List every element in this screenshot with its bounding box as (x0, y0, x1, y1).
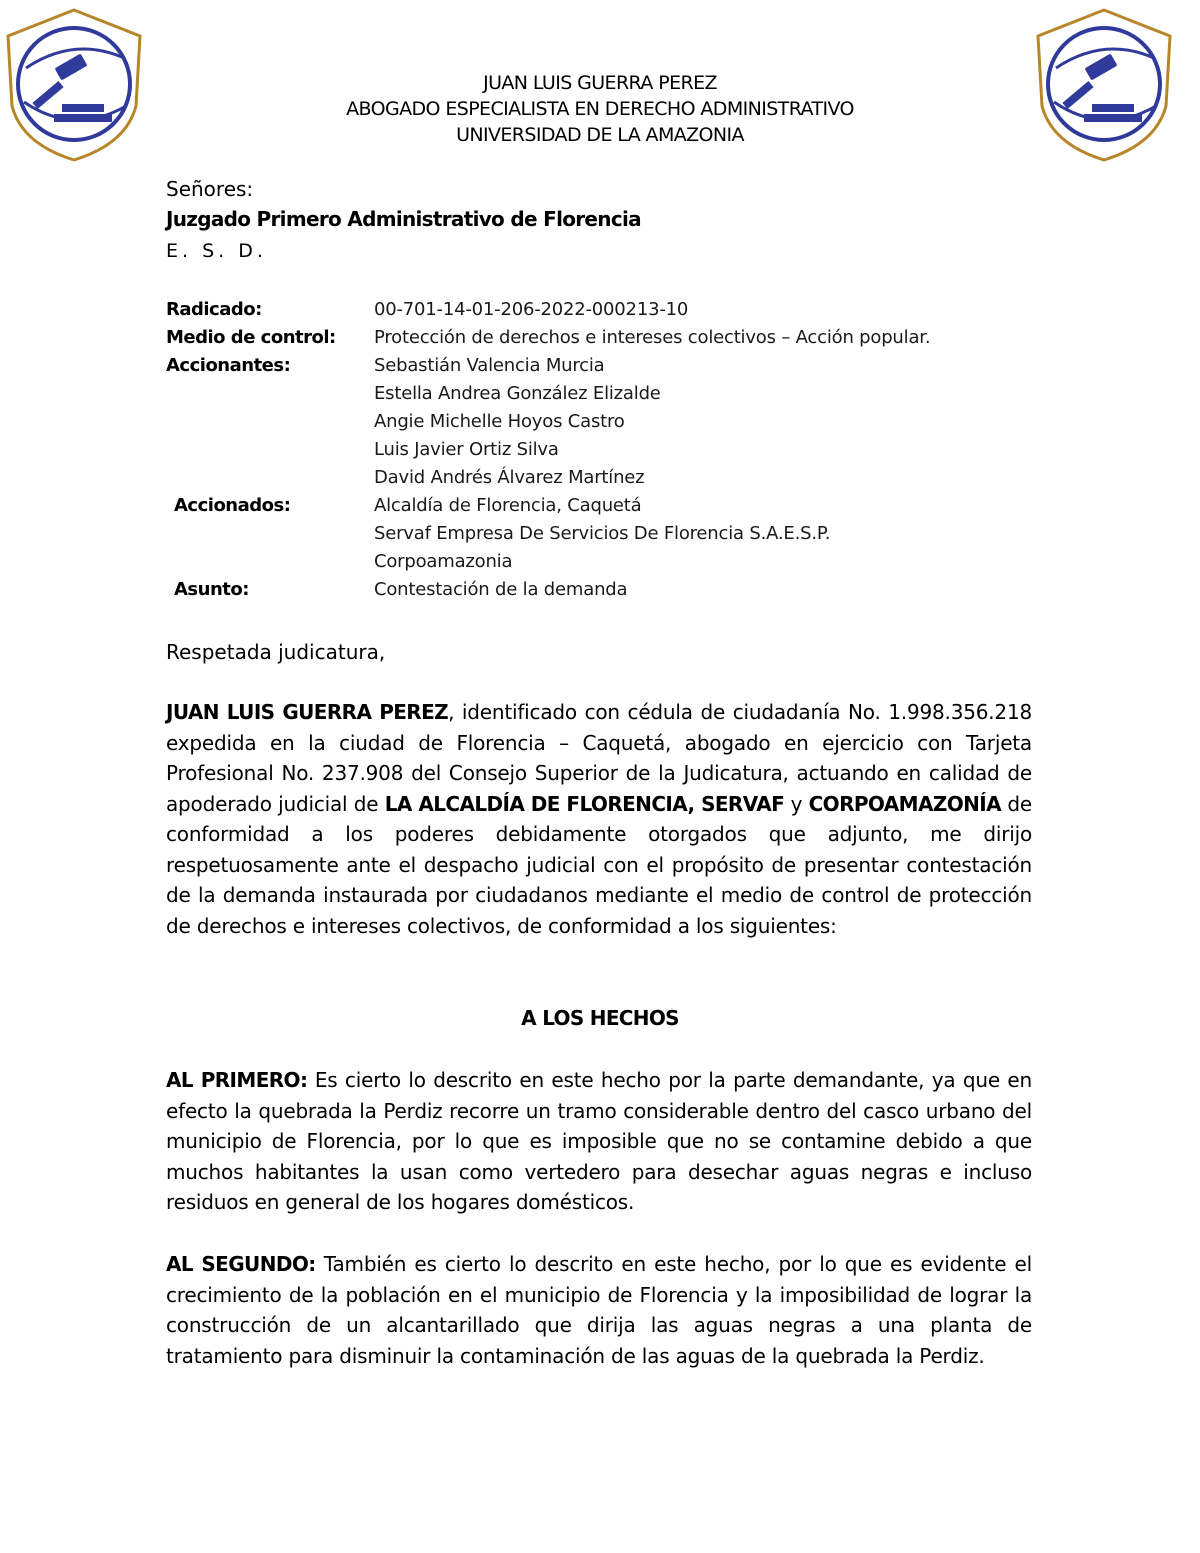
accionantes-label: Accionantes: (166, 355, 291, 376)
asunto-label: Asunto: (174, 579, 249, 600)
accionante-item: Estella Andrea González Elizalde (374, 383, 661, 404)
lawyer-name: JUAN LUIS GUERRA PEREZ (166, 700, 449, 724)
letterhead-name: JUAN LUIS GUERRA PEREZ (483, 72, 717, 94)
salutation: Señores: (166, 177, 254, 201)
intro-conjunction: y (784, 791, 809, 816)
fact-text: Es cierto lo descrito en este hecho por la parte demandante, ya que en efecto la quebrada la Perdiz recorre un tramo considerable dentro del casco urbano del municipio de Florencia, por lo que es imposible que no se contamine debido a que muchos habitantes la usan como vertedero para desechar aguas negras e incluso residuos en general de los hogares domésticos. (166, 1068, 1032, 1214)
accionante-item: Angie Michelle Hoyos Castro (374, 411, 625, 432)
intro-text-1: , identificado con cédula de ciudadanía No. 1.998.356.218 expedida en la ciudad de Florencia – Caquetá, abogado en ejercicio con Tarjeta Profesional No. 237.908 del Consejo Superior de la Judicatura, actuando en calidad de apoderado judicial de (166, 700, 1032, 816)
entity-corpoamazonia: CORPOAMAZONÍA (808, 791, 1002, 816)
entity-alcaldia-servaf: LA ALCALDÍA DE FLORENCIA, SERVAF (384, 791, 785, 816)
accionado-item: Corpoamazonia (374, 551, 513, 572)
medio-value: Protección de derechos e intereses colectivos – Acción popular. (374, 327, 931, 348)
letterhead-title: ABOGADO ESPECIALISTA EN DERECHO ADMINISTRATIVO (346, 98, 854, 120)
accionante-item: Sebastián Valencia Murcia (374, 355, 605, 376)
accionado-item: Servaf Empresa De Servicios De Florencia S.A.E.S.P. (374, 523, 831, 544)
greeting: Respetada judicatura, (166, 640, 386, 664)
esd-line: E. S. D. (166, 240, 267, 262)
intro-paragraph (166, 697, 1032, 941)
fact-label: AL PRIMERO: (166, 1068, 308, 1092)
intro-text-2: de conformidad a los poderes debidamente otorgados que adjunto, me dirijo respetuosamente ante el despacho judicial con el propósito de presentar contestación de la demanda instaurada por ciudadanos mediante el medio de control de protección de derechos e intereses colectivos, de conformidad a los siguientes: (166, 791, 1033, 938)
accionado-item: Alcaldía de Florencia, Caquetá (374, 495, 642, 516)
fact-text: También es cierto lo descrito en este hecho, por lo que es evidente el crecimiento de la población en el municipio de Florencia y la imposibilidad de lograr la construcción de un alcantarillado que dirija las aguas negras a una planta de tratamiento para disminuir la contaminación de las aguas de la quebrada la Perdiz. (166, 1252, 1032, 1368)
medio-label: Medio de control: (166, 327, 336, 348)
accionados-label: Accionados: (174, 495, 291, 516)
section-title: A LOS HECHOS (521, 1006, 679, 1030)
accionante-item: Luis Javier Ortiz Silva (374, 439, 559, 460)
radicado-value: 00-701-14-01-206-2022-000213-10 (374, 299, 689, 320)
letterhead-institution: UNIVERSIDAD DE LA AMAZONIA (456, 124, 744, 146)
fact-label: AL SEGUNDO: (166, 1252, 316, 1276)
court-name: Juzgado Primero Administrativo de Florencia (166, 207, 641, 231)
radicado-label: Radicado: (166, 299, 262, 320)
fact-paragraph-second (166, 1249, 1032, 1371)
asunto-value: Contestación de la demanda (374, 579, 628, 600)
accionante-item: David Andrés Álvarez Martínez (374, 467, 645, 488)
fact-paragraph-first (166, 1065, 1032, 1218)
